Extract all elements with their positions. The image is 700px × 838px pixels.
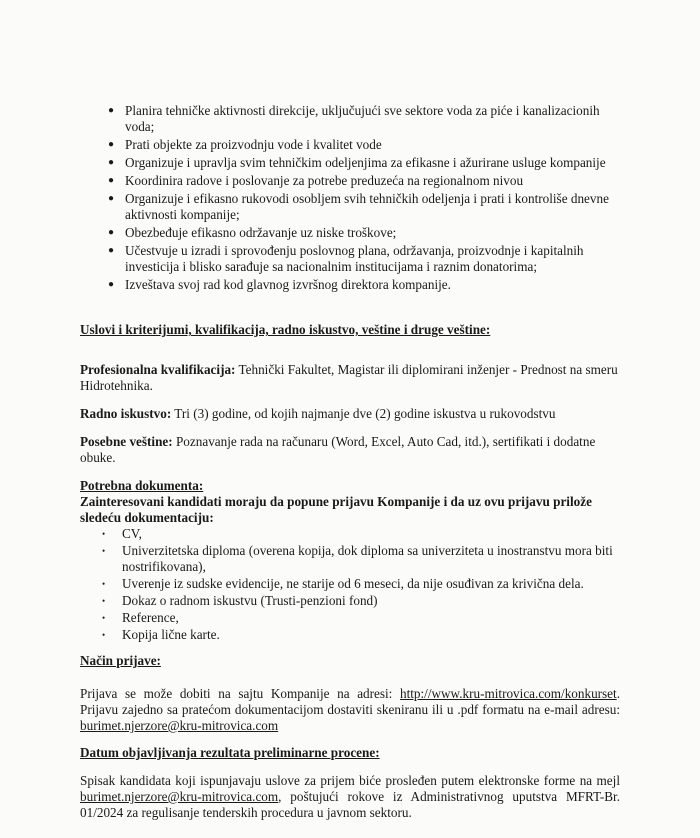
bullet-icon: •	[102, 529, 106, 539]
email-link[interactable]: burimet.njerzore@kru-mitrovica.com	[80, 718, 279, 733]
bullet-icon: •	[102, 596, 106, 606]
website-link[interactable]: http://www.kru-mitrovica.com/konkurset	[400, 686, 617, 701]
experience-text: Tri (3) godine, od kojih najmanje dve (2) godine iskustva u rukovodstvu	[171, 406, 556, 421]
qualification-label: Profesionalna kvalifikacija:	[80, 362, 236, 377]
list-item: • Kopija lične karte.	[102, 627, 220, 642]
list-item: ● Koordinira radove i poslovanje za potrebe preduzeća na regionalnom nivou	[108, 173, 524, 188]
experience-paragraph	[80, 406, 620, 422]
list-item: • CV,	[102, 526, 142, 541]
bullet-icon: ●	[108, 279, 115, 290]
qualification-text: Tehnički Fakultet, Magistar ili diplomirani inženjer - Prednost na smeru Hidrotehnika.	[80, 362, 618, 393]
skills-text: Poznavanje rada na računaru (Word, Excel, Auto Cad, itd.), sertifikati i dodatne obuke.	[80, 434, 596, 465]
skills-label: Posebne veštine:	[80, 434, 173, 449]
skills-paragraph	[80, 434, 620, 466]
bullet-icon: •	[102, 546, 106, 556]
list-item: ● Organizuje i efikasno rukovodi osobljem svih tehničkih odeljenja i prati i kontroliše dnevne aktivnosti kompanije;	[108, 191, 609, 222]
list-item: • Univerzitetska diploma (overena kopija, dok diploma sa univerziteta u inostranstvu mora biti nostrifikovana),	[102, 543, 613, 574]
list-item: ● Učestvuje u izradi i sprovođenju poslovnog plana, održavanja, proizvodnje i kapitalnih investicija i blisko sarađuje sa nacionalnim institucijama i raznim donatorima;	[108, 243, 584, 274]
list-item: ● Obezbeđuje efikasno održavanje uz niske troškove;	[108, 225, 397, 240]
bullet-icon: ●	[108, 157, 115, 168]
duties-list	[105, 103, 625, 295]
documents-section	[80, 478, 620, 644]
bullet-icon: ●	[108, 175, 115, 186]
list-item: ● Planira tehničke aktivnosti direkcije, uključujući sve sektore voda za piće i kanalizacionih voda;	[108, 103, 600, 134]
results-paragraph: Spisak kandidata koji ispunjavaju uslove za prijem biće prosleđen putem elektronske forme na mejl burimet.njerzore@kru-mitrovica.com, poštujući rokove iz Administrativnog uputstva MFRT-Br. 01/2024 za regulisanje tenderskih procedura u javnom sektoru.	[80, 773, 620, 820]
experience-label: Radno iskustvo:	[80, 406, 172, 421]
bullet-icon: ●	[108, 139, 115, 150]
bullet-icon: •	[102, 613, 106, 623]
list-item: ● Prati objekte za proizvodnju vode i kvalitet vode	[108, 137, 382, 152]
bullet-icon: ●	[108, 227, 115, 238]
documents-heading: Potrebna dokumenta:	[80, 478, 204, 493]
list-item: • Uverenje iz sudske evidencije, ne starije od 6 meseci, da nije osuđivan za krivična dela.	[102, 576, 584, 591]
bullet-icon: ●	[108, 193, 115, 204]
documents-list	[102, 526, 620, 643]
bullet-icon: ●	[108, 245, 115, 256]
list-item: ● Organizuje i upravlja svim tehničkim odeljenjima za efikasne i ažurirane usluge kompanije	[108, 155, 606, 170]
apply-heading: Način prijave:	[80, 653, 161, 668]
bullet-icon: ●	[108, 105, 115, 116]
documents-intro: Zainteresovani kandidati moraju da popune prijavu Kompanije i da uz ovu prijavu prilože sledeću dokumentaciju:	[80, 494, 592, 525]
qualification-paragraph	[80, 362, 620, 394]
list-item: • Dokaz o radnom iskustvu (Trusti-penzioni fond)	[102, 593, 378, 608]
apply-paragraph: Prijava se može dobiti na sajtu Kompanije na adresi: http://www.kru-mitrovica.com/konkurset. Prijavu zajedno sa pratećom dokumentacijom dostaviti skeniranu ili u .pdf formatu na e-mail adresu: burimet.njerzore@kru-mitrovica.com	[80, 686, 620, 733]
conditions-heading: Uslovi i kriterijumi, kvalifikacija, radno iskustvo, veštine i druge veštine:	[80, 322, 491, 337]
results-heading: Datum objavljivanja rezultata preliminarne procene:	[80, 745, 380, 760]
bullet-icon: •	[102, 630, 106, 640]
list-item: ● Izveštava svoj rad kod glavnog izvršnog direktora kompanije.	[108, 277, 451, 292]
bullet-icon: •	[102, 579, 106, 589]
list-item: • Reference,	[102, 610, 179, 625]
email-link[interactable]: burimet.njerzore@kru-mitrovica.com	[80, 789, 279, 804]
